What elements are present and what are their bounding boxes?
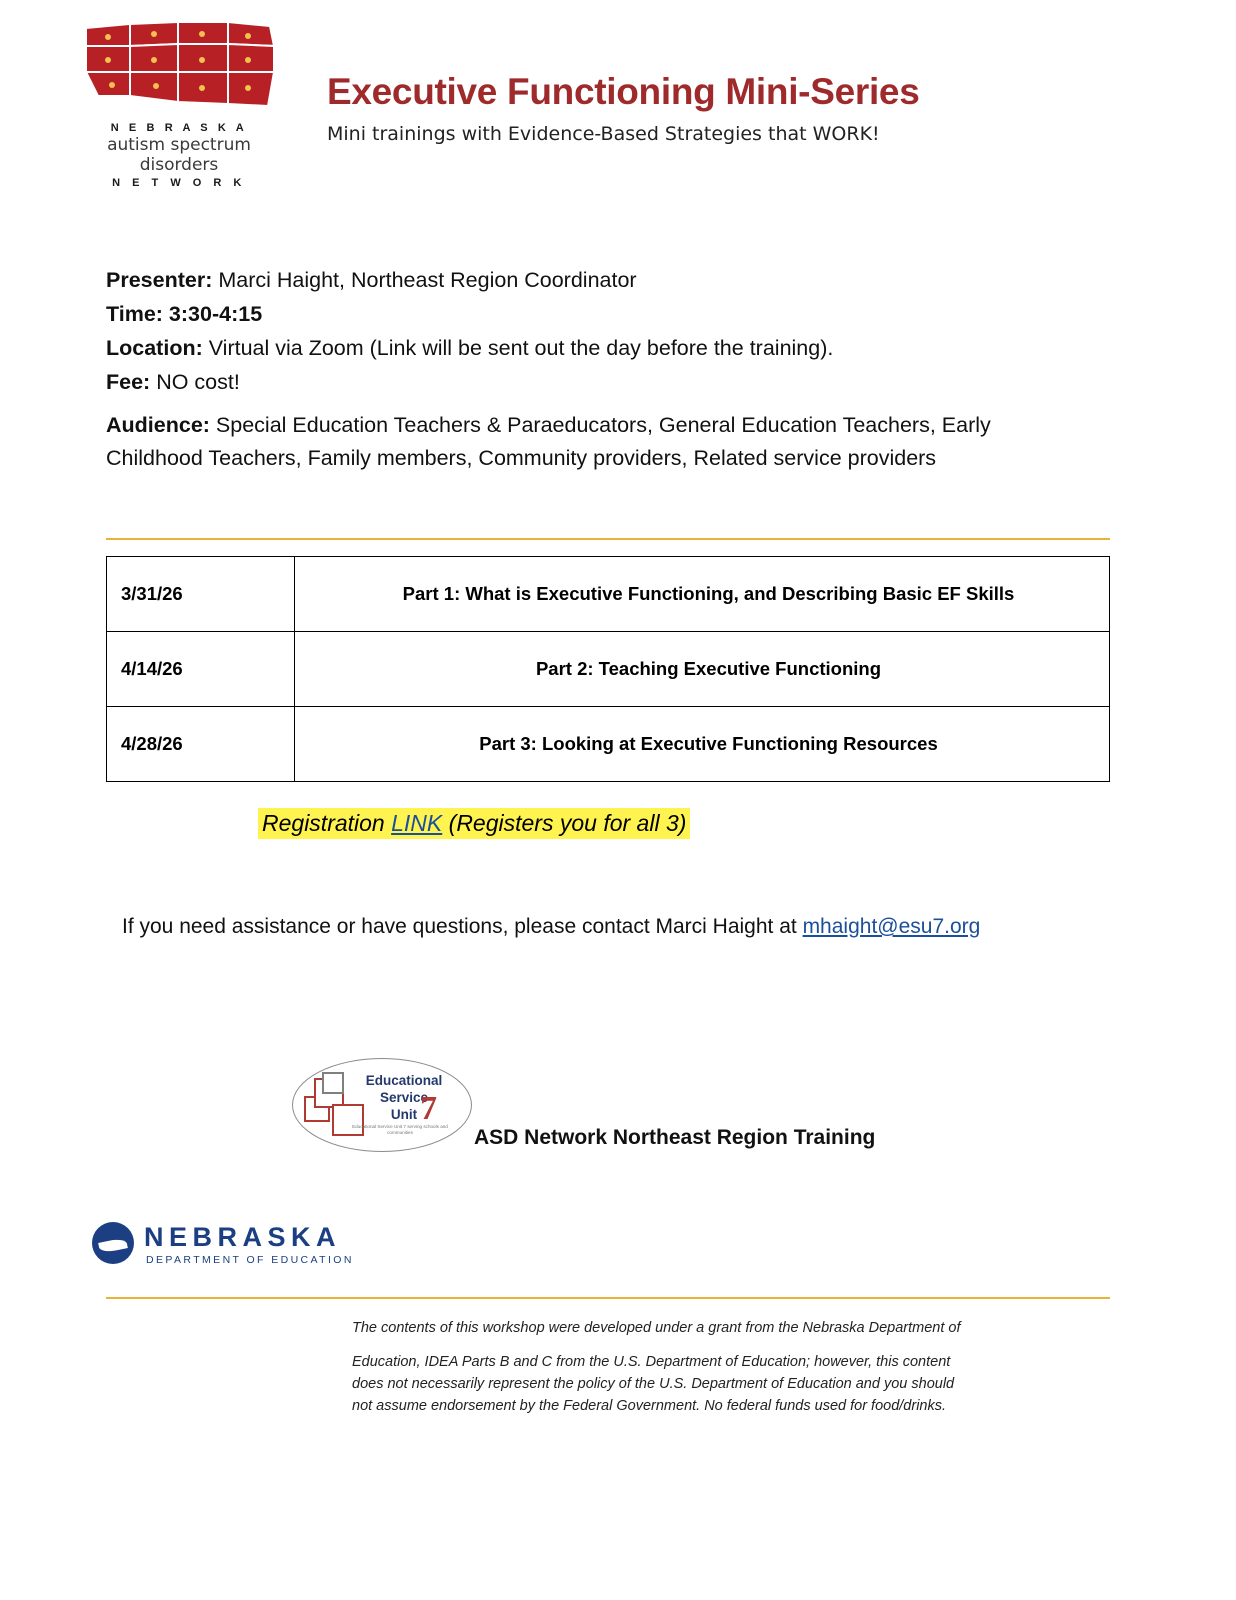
session-description-text: Part 3: Looking at Executive Functioning Resources xyxy=(479,733,938,754)
document-header xyxy=(0,0,1236,189)
footer-line-4: not assume endorsement by the Federal Government. No federal funds used for food/drinks. xyxy=(352,1398,947,1414)
contact-text: If you need assistance or have questions, please contact Marci Haight at xyxy=(122,915,803,938)
esu7-wordmark xyxy=(354,1072,454,1123)
gold-divider-bottom xyxy=(106,1297,1110,1299)
esu7-square-icon xyxy=(322,1072,344,1094)
asd-logo-line2: autism spectrum disorders xyxy=(107,135,251,175)
location-value: Virtual via Zoom (Link will be sent out the day before the training). xyxy=(202,336,834,360)
esu7-logo-area xyxy=(292,1058,992,1168)
registration-link[interactable]: LINK xyxy=(391,810,443,836)
footer-line-2: Education, IDEA Parts B and C from the U.S. Department of Education; however, this content xyxy=(352,1354,951,1370)
nebraska-map-icon xyxy=(78,10,278,122)
nde-circle-icon xyxy=(92,1222,134,1264)
schedule-table xyxy=(106,556,1110,782)
page-subtitle: Mini trainings with Evidence-Based Strategies that WORK! xyxy=(327,122,880,145)
esu7-word-service: Service xyxy=(379,1090,429,1105)
audience-value: Special Education Teachers & Paraeducators, General Education Teachers, Early Childhood Teachers, Family members, Community providers, Related service providers xyxy=(106,413,991,470)
audience-label: Audience: xyxy=(106,413,210,437)
esu7-word-unit: Unit xyxy=(390,1107,418,1122)
table-row xyxy=(107,632,1110,707)
session-description xyxy=(295,707,1110,782)
fee-label: Fee: xyxy=(106,370,151,394)
asd-logo-line1: N E B R A S K A xyxy=(110,122,248,134)
contact-email-link[interactable]: mhaight@esu7.org xyxy=(802,915,981,938)
esu7-fine-print: Educational Service Unit 7 serving schools and communities xyxy=(352,1124,448,1135)
esu7-word-educational: Educational xyxy=(365,1073,443,1088)
nde-swoosh-icon xyxy=(98,1237,128,1254)
nde-department: DEPARTMENT OF EDUCATION xyxy=(146,1254,354,1266)
table-row xyxy=(107,557,1110,632)
presenter-label: Presenter: xyxy=(106,268,213,292)
presenter-value: Marci Haight, Northeast Region Coordinator xyxy=(212,268,637,292)
registration-prefix: Registration xyxy=(262,810,392,836)
registration-line xyxy=(258,808,690,839)
registration-suffix: (Registers you for all 3) xyxy=(442,810,687,836)
fee-value: NO cost! xyxy=(150,370,240,394)
event-details xyxy=(106,265,1066,478)
table-row xyxy=(107,707,1110,782)
session-date: 3/31/26 xyxy=(107,557,295,632)
time-row xyxy=(106,299,1066,330)
esu7-number: 7 xyxy=(420,1090,437,1127)
footer-line-1: The contents of this workshop were developed under a grant from the Nebraska Department of xyxy=(352,1320,961,1336)
location-label: Location: xyxy=(106,336,203,360)
title-block xyxy=(327,72,920,145)
location-row xyxy=(106,333,1066,364)
fee-row xyxy=(106,367,1066,398)
nebraska-department-of-education-logo xyxy=(92,1218,422,1274)
session-description-text: Part 1: What is Executive Functioning, and Describing Basic EF Skills xyxy=(402,583,1015,604)
session-date: 4/28/26 xyxy=(107,707,295,782)
session-description xyxy=(295,557,1110,632)
nde-name: NEBRASKA xyxy=(144,1222,342,1252)
asd-logo-wordmark xyxy=(80,122,278,189)
audience-row xyxy=(106,409,1066,475)
page-title: Executive Functioning Mini-Series xyxy=(327,71,920,112)
footer-disclaimer xyxy=(352,1317,1112,1417)
time-label: Time: 3:30-4:15 xyxy=(106,302,263,326)
esu7-caption: ASD Network Northeast Region Training xyxy=(474,1126,876,1149)
asd-logo-line3: N E T W O R K xyxy=(112,177,246,189)
session-description-text: Part 2: Teaching Executive Functioning xyxy=(535,658,882,679)
session-description xyxy=(295,632,1110,707)
asd-network-logo xyxy=(78,10,278,189)
gold-divider-top xyxy=(106,538,1110,540)
footer-line-3: does not necessarily represent the policy of the U.S. Department of Education and you should xyxy=(352,1376,955,1392)
contact-line xyxy=(122,915,980,939)
session-date: 4/14/26 xyxy=(107,632,295,707)
presenter-row xyxy=(106,265,1066,296)
